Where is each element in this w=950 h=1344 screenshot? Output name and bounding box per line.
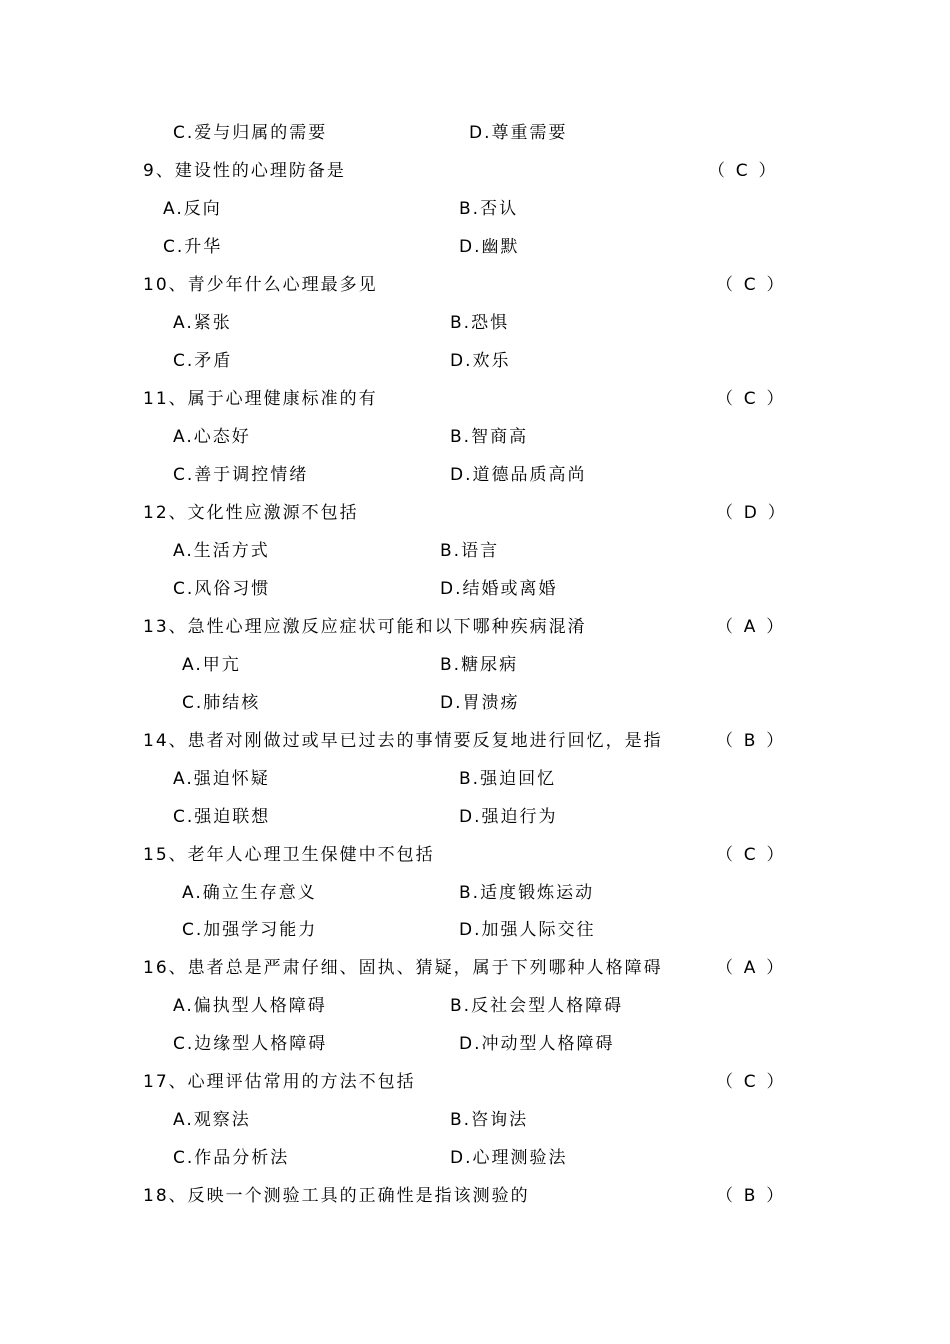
answer-16: （ A ） — [716, 958, 784, 978]
option-a: A.心态好 — [173, 427, 251, 447]
option-d: D.结婚或离婚 — [440, 579, 558, 599]
option-a: A.生活方式 — [173, 541, 270, 561]
option-b: B.咨询法 — [450, 1110, 529, 1130]
answer-12: （ D ） — [716, 503, 785, 523]
option-b: B.智商高 — [450, 427, 529, 447]
option-c: C.风俗习惯 — [173, 579, 271, 599]
option-a: A.确立生存意义 — [182, 883, 317, 903]
question-14: 14、患者对刚做过或早已过去的事情要反复地进行回忆，是指 — [143, 731, 663, 751]
question-12: 12、文化性应激源不包括 — [143, 503, 359, 523]
option-d: D.胃溃疡 — [440, 693, 520, 713]
question-11: 11、属于心理健康标准的有 — [143, 389, 378, 409]
option-b: B.语言 — [440, 541, 500, 561]
option-a: A.观察法 — [173, 1110, 251, 1130]
question-9: 9、建设性的心理防备是 — [143, 161, 346, 181]
option-c: C.作品分析法 — [173, 1148, 290, 1168]
option-a: A.强迫怀疑 — [173, 769, 270, 789]
question-18: 18、反映一个测验工具的正确性是指该测验的 — [143, 1186, 530, 1206]
option-c: C.矛盾 — [173, 351, 233, 371]
answer-15: （ C ） — [716, 845, 784, 865]
answer-10: （ C ） — [716, 275, 784, 295]
option-d: D.道德品质高尚 — [450, 465, 587, 485]
option-c: C.强迫联想 — [173, 807, 271, 827]
option-b: B.反社会型人格障碍 — [450, 996, 624, 1016]
question-13: 13、急性心理应激反应症状可能和以下哪种疾病混淆 — [143, 617, 587, 637]
option-c: C.升华 — [163, 237, 223, 257]
option-c: C.爱与归属的需要 — [173, 123, 328, 143]
option-d: D.冲动型人格障碍 — [459, 1034, 615, 1054]
answer-13: （ A ） — [716, 617, 784, 637]
option-c: C.加强学习能力 — [182, 920, 318, 940]
option-b: B.强迫回忆 — [459, 769, 557, 789]
question-15: 15、老年人心理卫生保健中不包括 — [143, 845, 435, 865]
option-c: C.善于调控情绪 — [173, 465, 309, 485]
answer-14: （ B ） — [716, 731, 784, 751]
question-16: 16、患者总是严肃仔细、固执、猜疑，属于下列哪种人格障碍 — [143, 958, 663, 978]
option-d: D.强迫行为 — [459, 807, 558, 827]
option-d: D.欢乐 — [450, 351, 511, 371]
option-b: B.恐惧 — [450, 313, 510, 333]
option-b: B.糖尿病 — [440, 655, 519, 675]
option-a: A.紧张 — [173, 313, 232, 333]
answer-9: （ C ） — [708, 161, 776, 181]
answer-18: （ B ） — [716, 1186, 784, 1206]
answer-17: （ C ） — [716, 1072, 784, 1092]
option-c: C.边缘型人格障碍 — [173, 1034, 328, 1054]
option-d: D.幽默 — [459, 237, 520, 257]
question-10: 10、青少年什么心理最多见 — [143, 275, 378, 295]
answer-11: （ C ） — [716, 389, 784, 409]
option-b: B.否认 — [459, 199, 519, 219]
question-17: 17、心理评估常用的方法不包括 — [143, 1072, 416, 1092]
option-a: A.反向 — [163, 199, 222, 219]
option-c: C.肺结核 — [182, 693, 261, 713]
option-d: D.尊重需要 — [469, 123, 568, 143]
option-d: D.加强人际交往 — [459, 920, 596, 940]
option-b: B.适度锻炼运动 — [459, 883, 595, 903]
option-a: A.偏执型人格障碍 — [173, 996, 327, 1016]
option-d: D.心理测验法 — [450, 1148, 568, 1168]
option-a: A.甲亢 — [182, 655, 241, 675]
